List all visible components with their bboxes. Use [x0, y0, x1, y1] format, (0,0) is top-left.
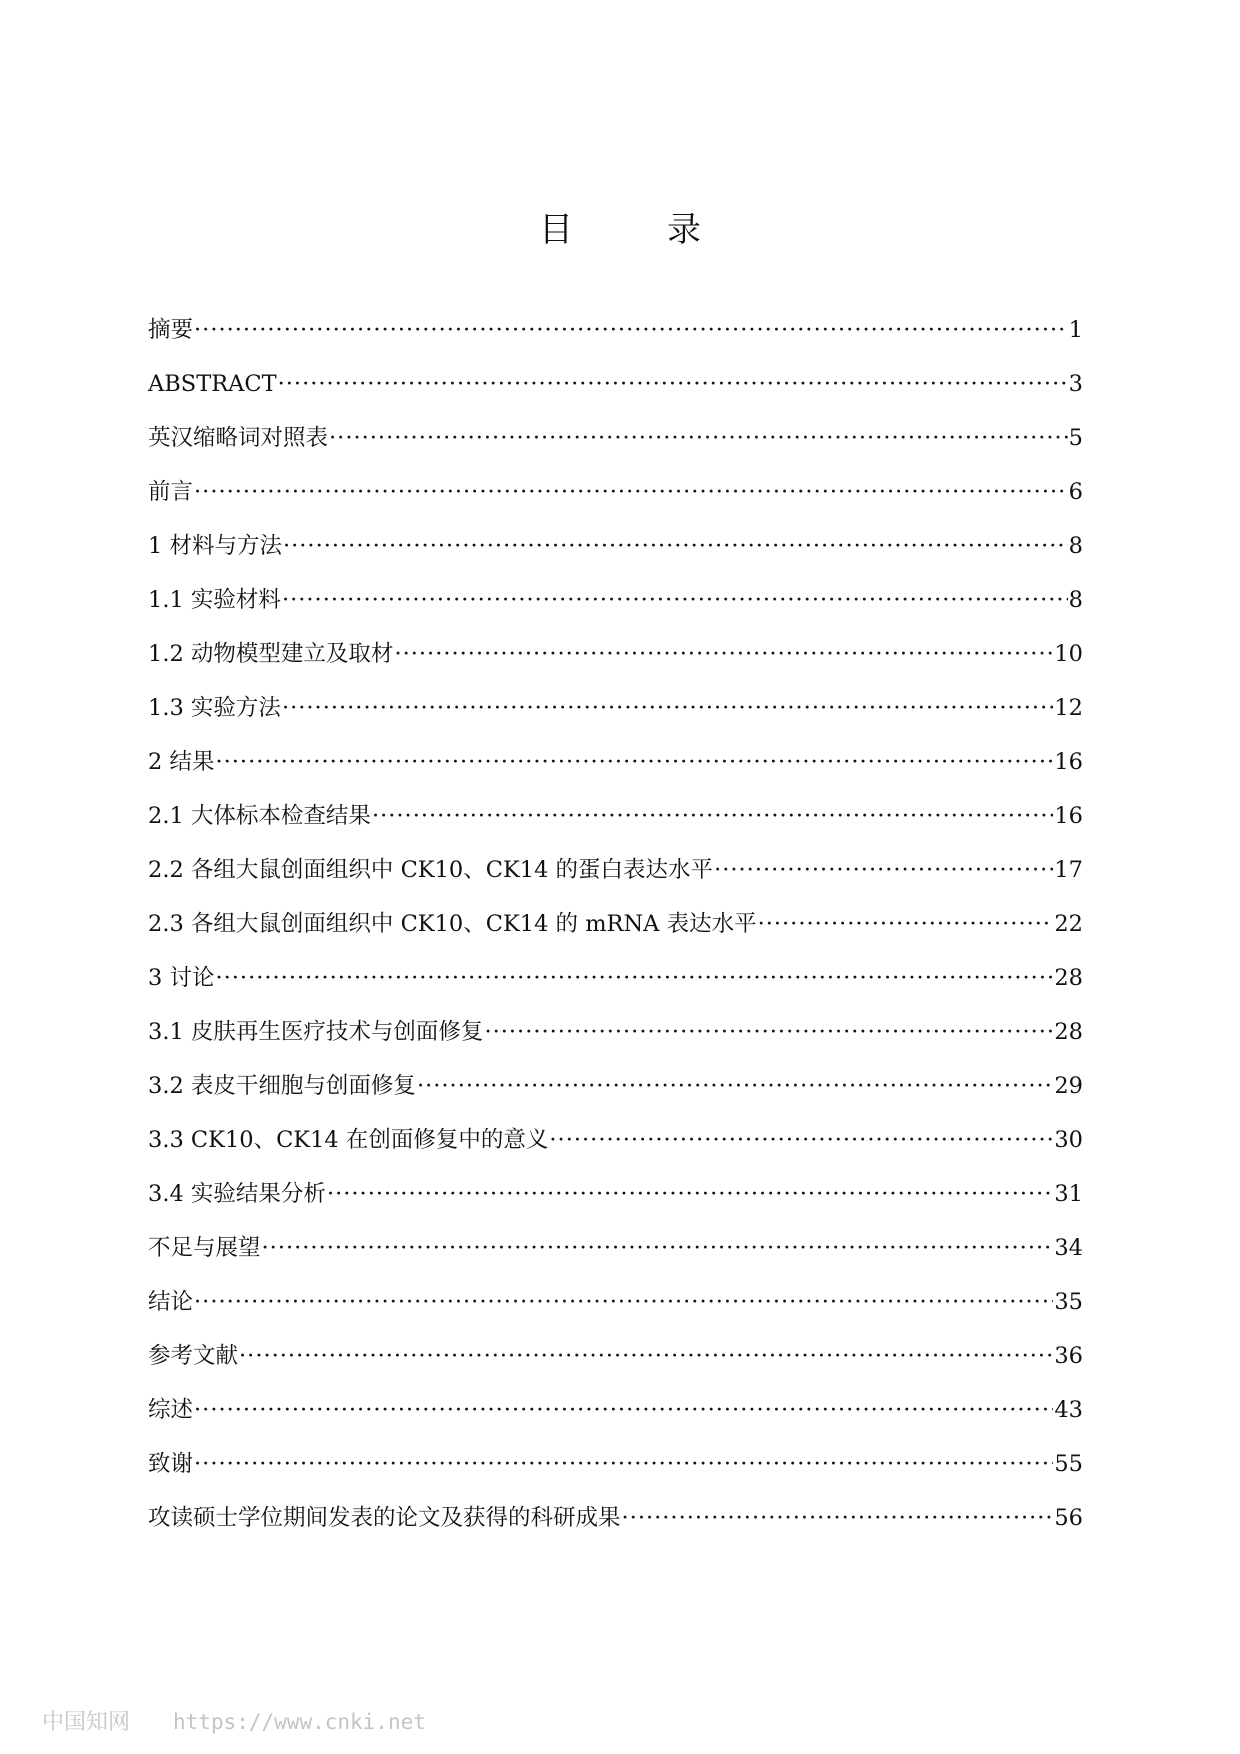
toc-entry-label: 3.1 皮肤再生医疗技术与创面修复 [148, 1019, 484, 1045]
toc-entry[interactable] [148, 1177, 1083, 1231]
watermark-brand: 中国知网 [42, 1710, 131, 1735]
toc-dot-leader [549, 1123, 1053, 1157]
toc-dot-leader [278, 367, 1068, 401]
toc-entry-label: 3 讨论 [148, 965, 215, 991]
toc-dot-leader [215, 961, 1053, 995]
toc-entry[interactable] [148, 1123, 1083, 1177]
toc-entry[interactable] [148, 691, 1083, 745]
toc-entry-label: 参考文献 [148, 1343, 239, 1369]
toc-entry-page: 10 [1054, 641, 1083, 667]
toc-entry[interactable] [148, 1015, 1083, 1069]
toc-entry[interactable] [148, 367, 1083, 421]
toc-entry-page: 16 [1054, 749, 1083, 775]
toc-entry-label: 1.3 实验方法 [148, 695, 281, 721]
toc-entry-label: 摘要 [148, 317, 194, 343]
toc-entry-label: 1.2 动物模型建立及取材 [148, 641, 394, 667]
toc-entry[interactable] [148, 529, 1083, 583]
page-title: 目 录 [539, 210, 731, 250]
toc-entry-label: 英汉缩略词对照表 [148, 425, 329, 451]
toc-dot-leader [758, 907, 1054, 941]
toc-entry[interactable] [148, 745, 1083, 799]
toc-entry[interactable] [148, 1339, 1083, 1393]
toc-entry[interactable] [148, 637, 1083, 691]
toc-entry-page: 8 [1068, 533, 1083, 559]
toc-entry-label: 3.3 CK10、CK14 在创面修复中的意义 [148, 1127, 549, 1153]
toc-entry[interactable] [148, 907, 1083, 961]
toc-dot-leader [194, 1285, 1053, 1319]
toc-dot-leader [282, 583, 1068, 617]
toc-entry-label: 前言 [148, 479, 194, 505]
toc-entry-page: 35 [1054, 1289, 1083, 1315]
toc-entry[interactable] [148, 1069, 1083, 1123]
toc-entry-label: 2.2 各组大鼠创面组织中 CK10、CK14 的蛋白表达水平 [148, 857, 714, 883]
toc-entry[interactable] [148, 1501, 1083, 1555]
toc-dot-leader [622, 1501, 1054, 1535]
toc-entry[interactable] [148, 421, 1083, 475]
toc-dot-leader [239, 1339, 1053, 1373]
toc-entry[interactable] [148, 853, 1083, 907]
toc-entry[interactable] [148, 1447, 1083, 1501]
toc-entry-page: 34 [1054, 1235, 1083, 1261]
toc-entry-page: 29 [1054, 1073, 1083, 1099]
toc-dot-leader [283, 529, 1068, 563]
toc-entry[interactable] [148, 1231, 1083, 1285]
toc-entry-label: 攻读硕士学位期间发表的论文及获得的科研成果 [148, 1505, 621, 1531]
toc-entry-page: 17 [1054, 857, 1083, 883]
toc-dot-leader [394, 637, 1053, 671]
toc-entry-page: 30 [1054, 1127, 1083, 1153]
toc-entry-page: 1 [1068, 317, 1083, 343]
toc-entry-label: 1.1 实验材料 [148, 587, 281, 613]
toc-dot-leader [194, 313, 1068, 347]
toc-entry-page: 36 [1054, 1343, 1083, 1369]
watermark-url: https://www.cnki.net [173, 1710, 426, 1734]
toc-entry-label: 2.3 各组大鼠创面组织中 CK10、CK14 的 mRNA 表达水平 [148, 911, 757, 937]
toc-entry-page: 28 [1054, 965, 1083, 991]
toc-entry-label: 2.1 大体标本检查结果 [148, 803, 371, 829]
toc-entry-label: 致谢 [148, 1451, 194, 1477]
toc-entry-page: 16 [1054, 803, 1083, 829]
toc-entry-label: 不足与展望 [148, 1235, 261, 1261]
table-of-contents [148, 313, 1083, 1555]
toc-entry-label: 2 结果 [148, 749, 215, 775]
toc-entry-page: 55 [1054, 1451, 1083, 1477]
toc-entry-label: 综述 [148, 1397, 194, 1423]
toc-entry-page: 31 [1054, 1181, 1083, 1207]
toc-dot-leader [262, 1231, 1054, 1265]
toc-entry-label: ABSTRACT [148, 371, 277, 397]
toc-entry-page: 8 [1068, 587, 1083, 613]
toc-dot-leader [329, 421, 1068, 455]
toc-entry[interactable] [148, 1285, 1083, 1339]
toc-dot-leader [194, 1447, 1053, 1481]
cnki-watermark [42, 1705, 426, 1736]
toc-entry-label: 3.2 表皮干细胞与创面修复 [148, 1073, 416, 1099]
toc-entry-label: 1 材料与方法 [148, 533, 282, 559]
toc-entry-page: 6 [1068, 479, 1083, 505]
toc-entry-page: 22 [1054, 911, 1083, 937]
toc-entry-page: 3 [1068, 371, 1083, 397]
toc-entry[interactable] [148, 1393, 1083, 1447]
toc-entry-page: 5 [1068, 425, 1083, 451]
toc-entry-label: 结论 [148, 1289, 194, 1315]
toc-dot-leader [215, 745, 1053, 779]
toc-entry[interactable] [148, 313, 1083, 367]
toc-dot-leader [714, 853, 1053, 887]
toc-entry[interactable] [148, 475, 1083, 529]
toc-entry-page: 43 [1054, 1397, 1083, 1423]
toc-entry-label: 3.4 实验结果分析 [148, 1181, 326, 1207]
toc-entry[interactable] [148, 961, 1083, 1015]
toc-dot-leader [372, 799, 1053, 833]
toc-dot-leader [194, 475, 1068, 509]
toc-dot-leader [327, 1177, 1053, 1211]
toc-dot-leader [484, 1015, 1053, 1049]
toc-entry-page: 12 [1054, 695, 1083, 721]
toc-dot-leader [194, 1393, 1053, 1427]
toc-dot-leader [417, 1069, 1053, 1103]
toc-entry-page: 56 [1054, 1505, 1083, 1531]
toc-entry[interactable] [148, 799, 1083, 853]
toc-entry-page: 28 [1054, 1019, 1083, 1045]
toc-entry[interactable] [148, 583, 1083, 637]
toc-dot-leader [282, 691, 1053, 725]
